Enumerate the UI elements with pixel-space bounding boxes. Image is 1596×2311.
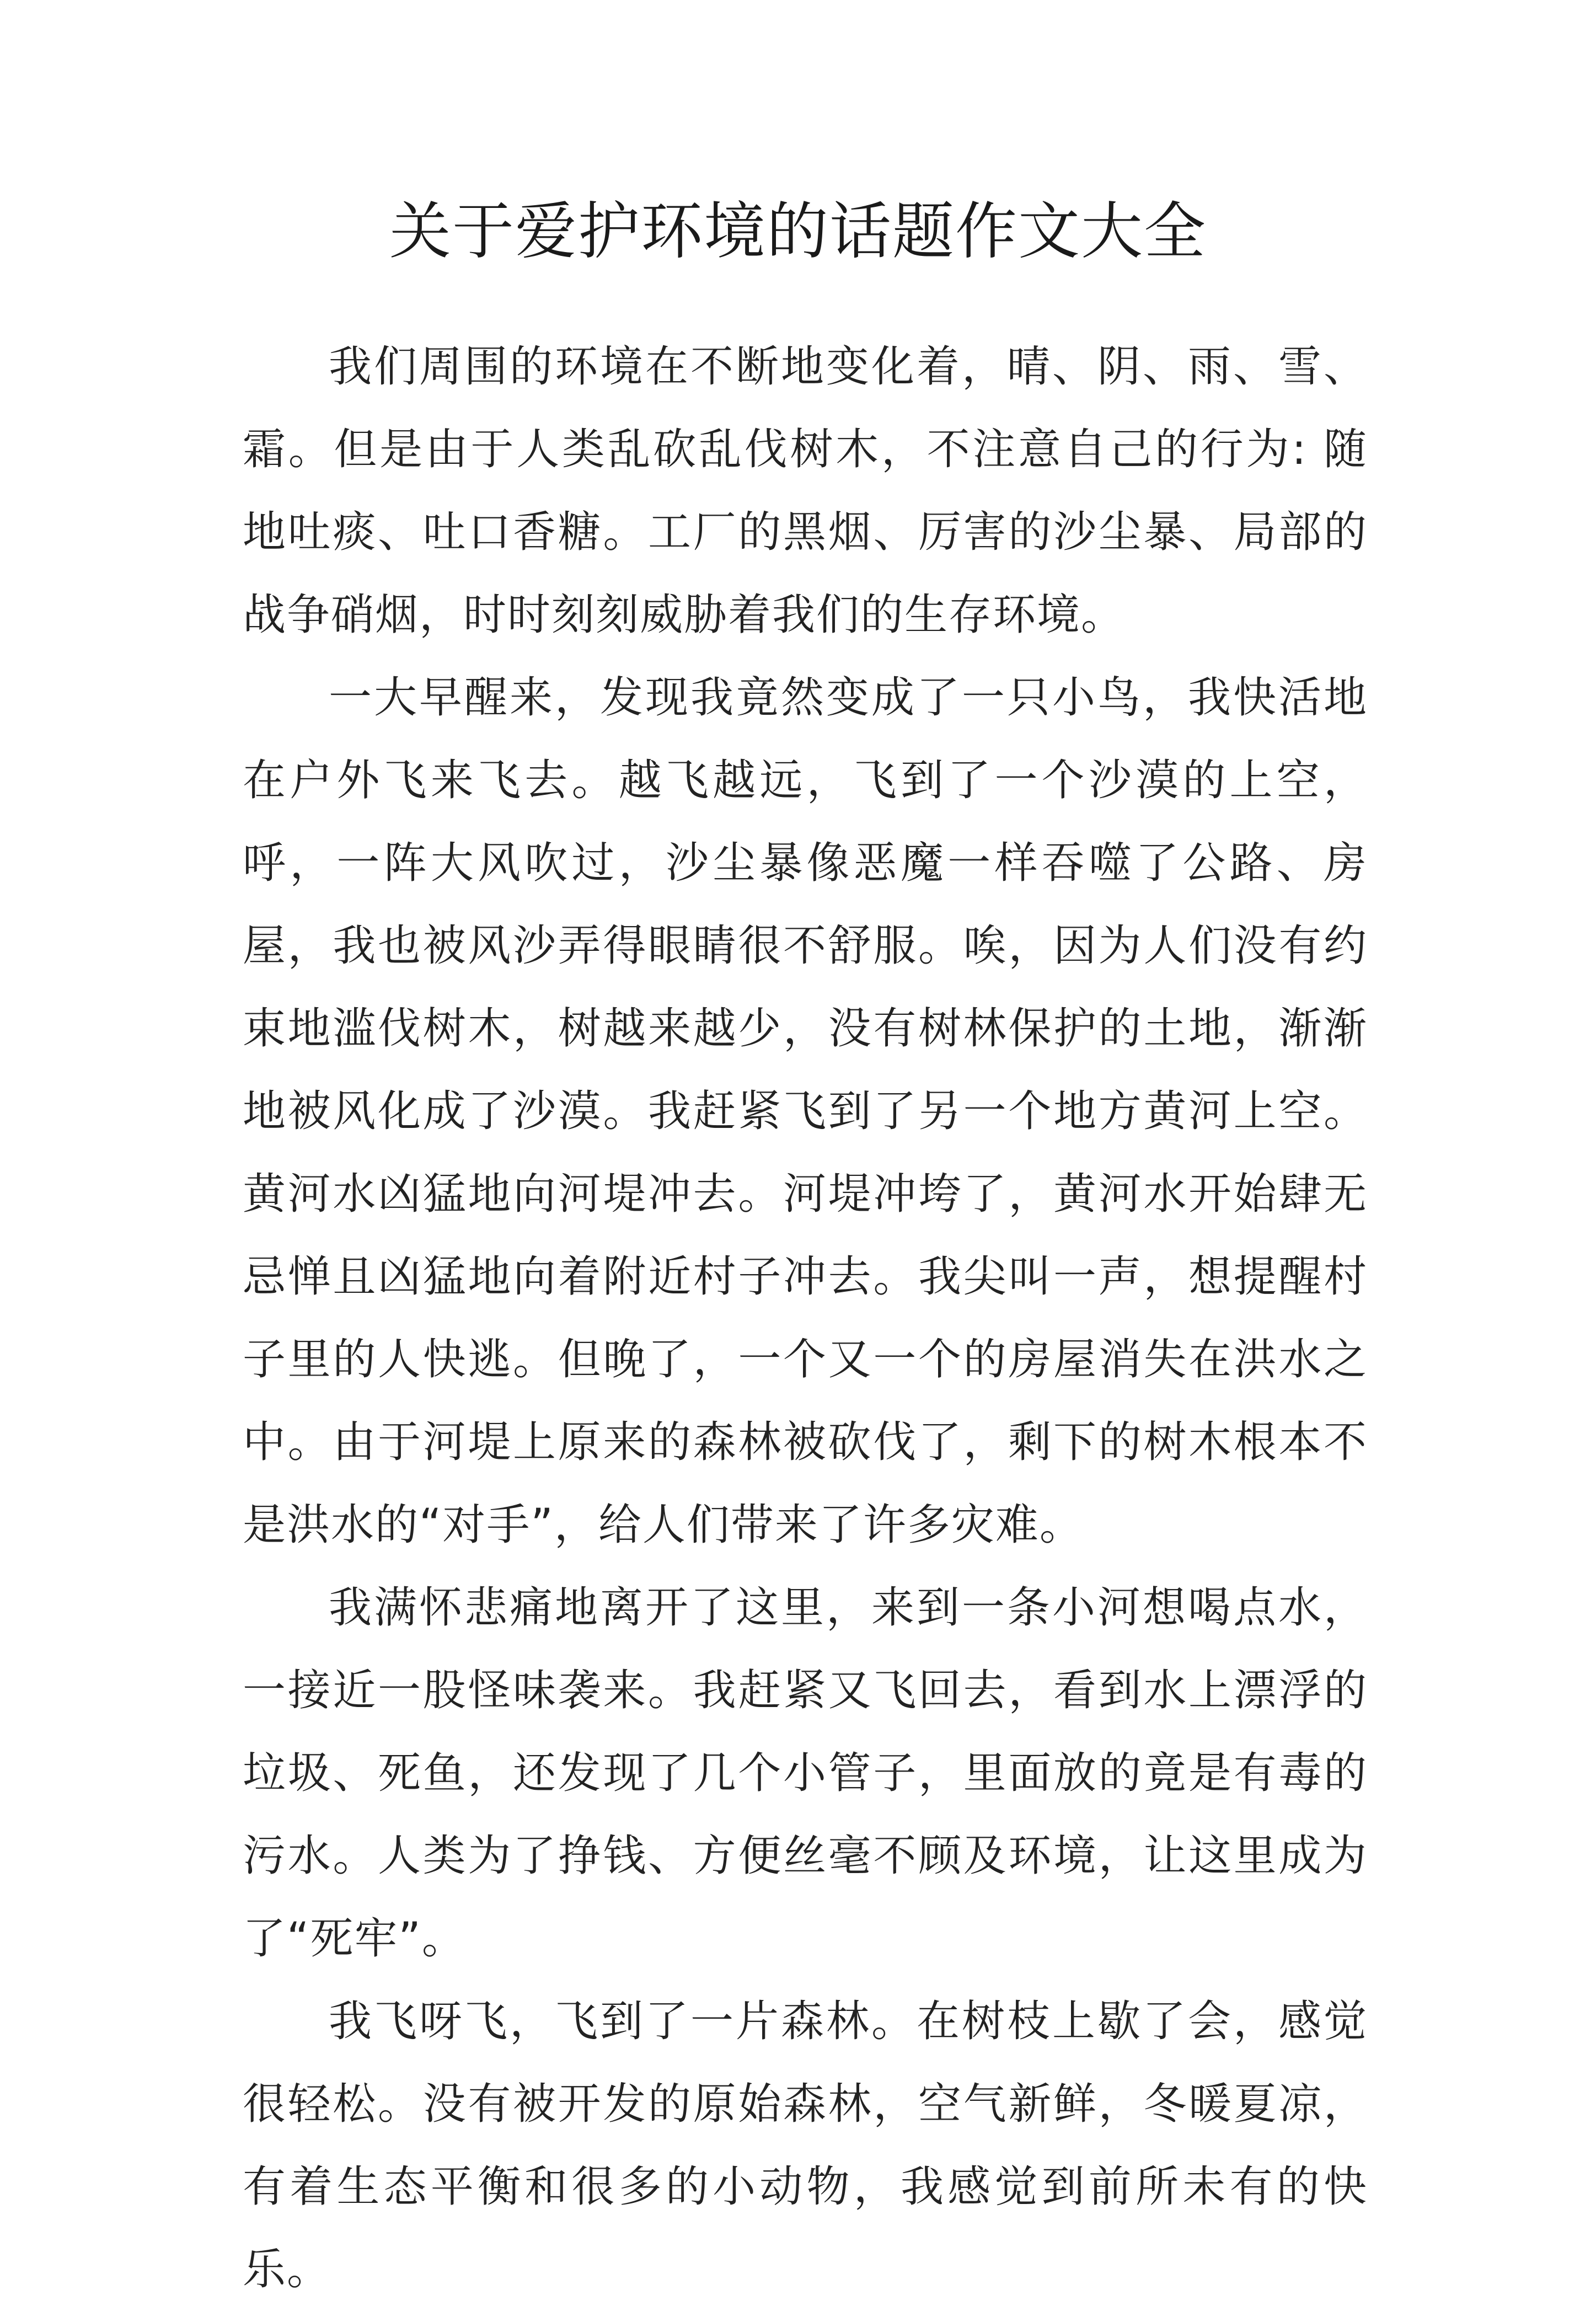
document-title: 关于爱护环境的话题作文大全: [389, 196, 1207, 268]
paragraph-1: 我们周围的环境在不断地变化着，晴、阴、雨、雪、霜。但是由于人类乱砍乱伐树木，不注意自己的行为: 随地吐痰、吐口香糖。工厂的黑烟、厉害的沙尘暴、局部的战争硝烟，时时刻刻威胁着我们的生存环境。: [243, 342, 1368, 640]
paragraph-4: 我飞呀飞，飞到了一片森林。在树枝上歇了会，感觉很轻松。没有被开发的原始森林，空气新鲜，冬暖夏凉，有着生态平衡和很多的小动物，我感觉到前所未有的快乐。: [243, 1997, 1368, 2294]
document-body: [243, 325, 1368, 2311]
paragraph-2: 一大早醒来，发现我竟然变成了一只小鸟，我快活地在户外飞来飞去。越飞越远，飞到了一个沙漠的上空，呼，一阵大风吹过，沙尘暴像恶魔一样吞噬了公路、房屋，我也被风沙弄得眼睛很不舒服。唉，因为人们没有约束地滥伐树木，树越来越少，没有树林保护的土地，渐渐地被风化成了沙漠。我赶紧飞到了另一个地方黄河上空。黄河水凶猛地向河堤冲去。河堤冲垮了，黄河水开始肆无忌惮且凶猛地向着附近村子冲去。我尖叫一声，想提醒村子里的人快逃。但晚了，一个又一个的房屋消失在洪水之中。由于河堤上原来的森林被砍伐了，剩下的树木根本不是洪水的“对手”，给人们带来了许多灾难。: [243, 673, 1368, 1550]
paragraph-3: 我满怀悲痛地离开了这里，来到一条小河想喝点水，一接近一股怪味袭来。我赶紧又飞回去，看到水上漂浮的垃圾、死鱼，还发现了几个小管子，里面放的竟是有毒的污水。人类为了挣钱、方便丝毫不顾及环境，让这里成为了“死牢”。: [243, 1583, 1368, 1964]
